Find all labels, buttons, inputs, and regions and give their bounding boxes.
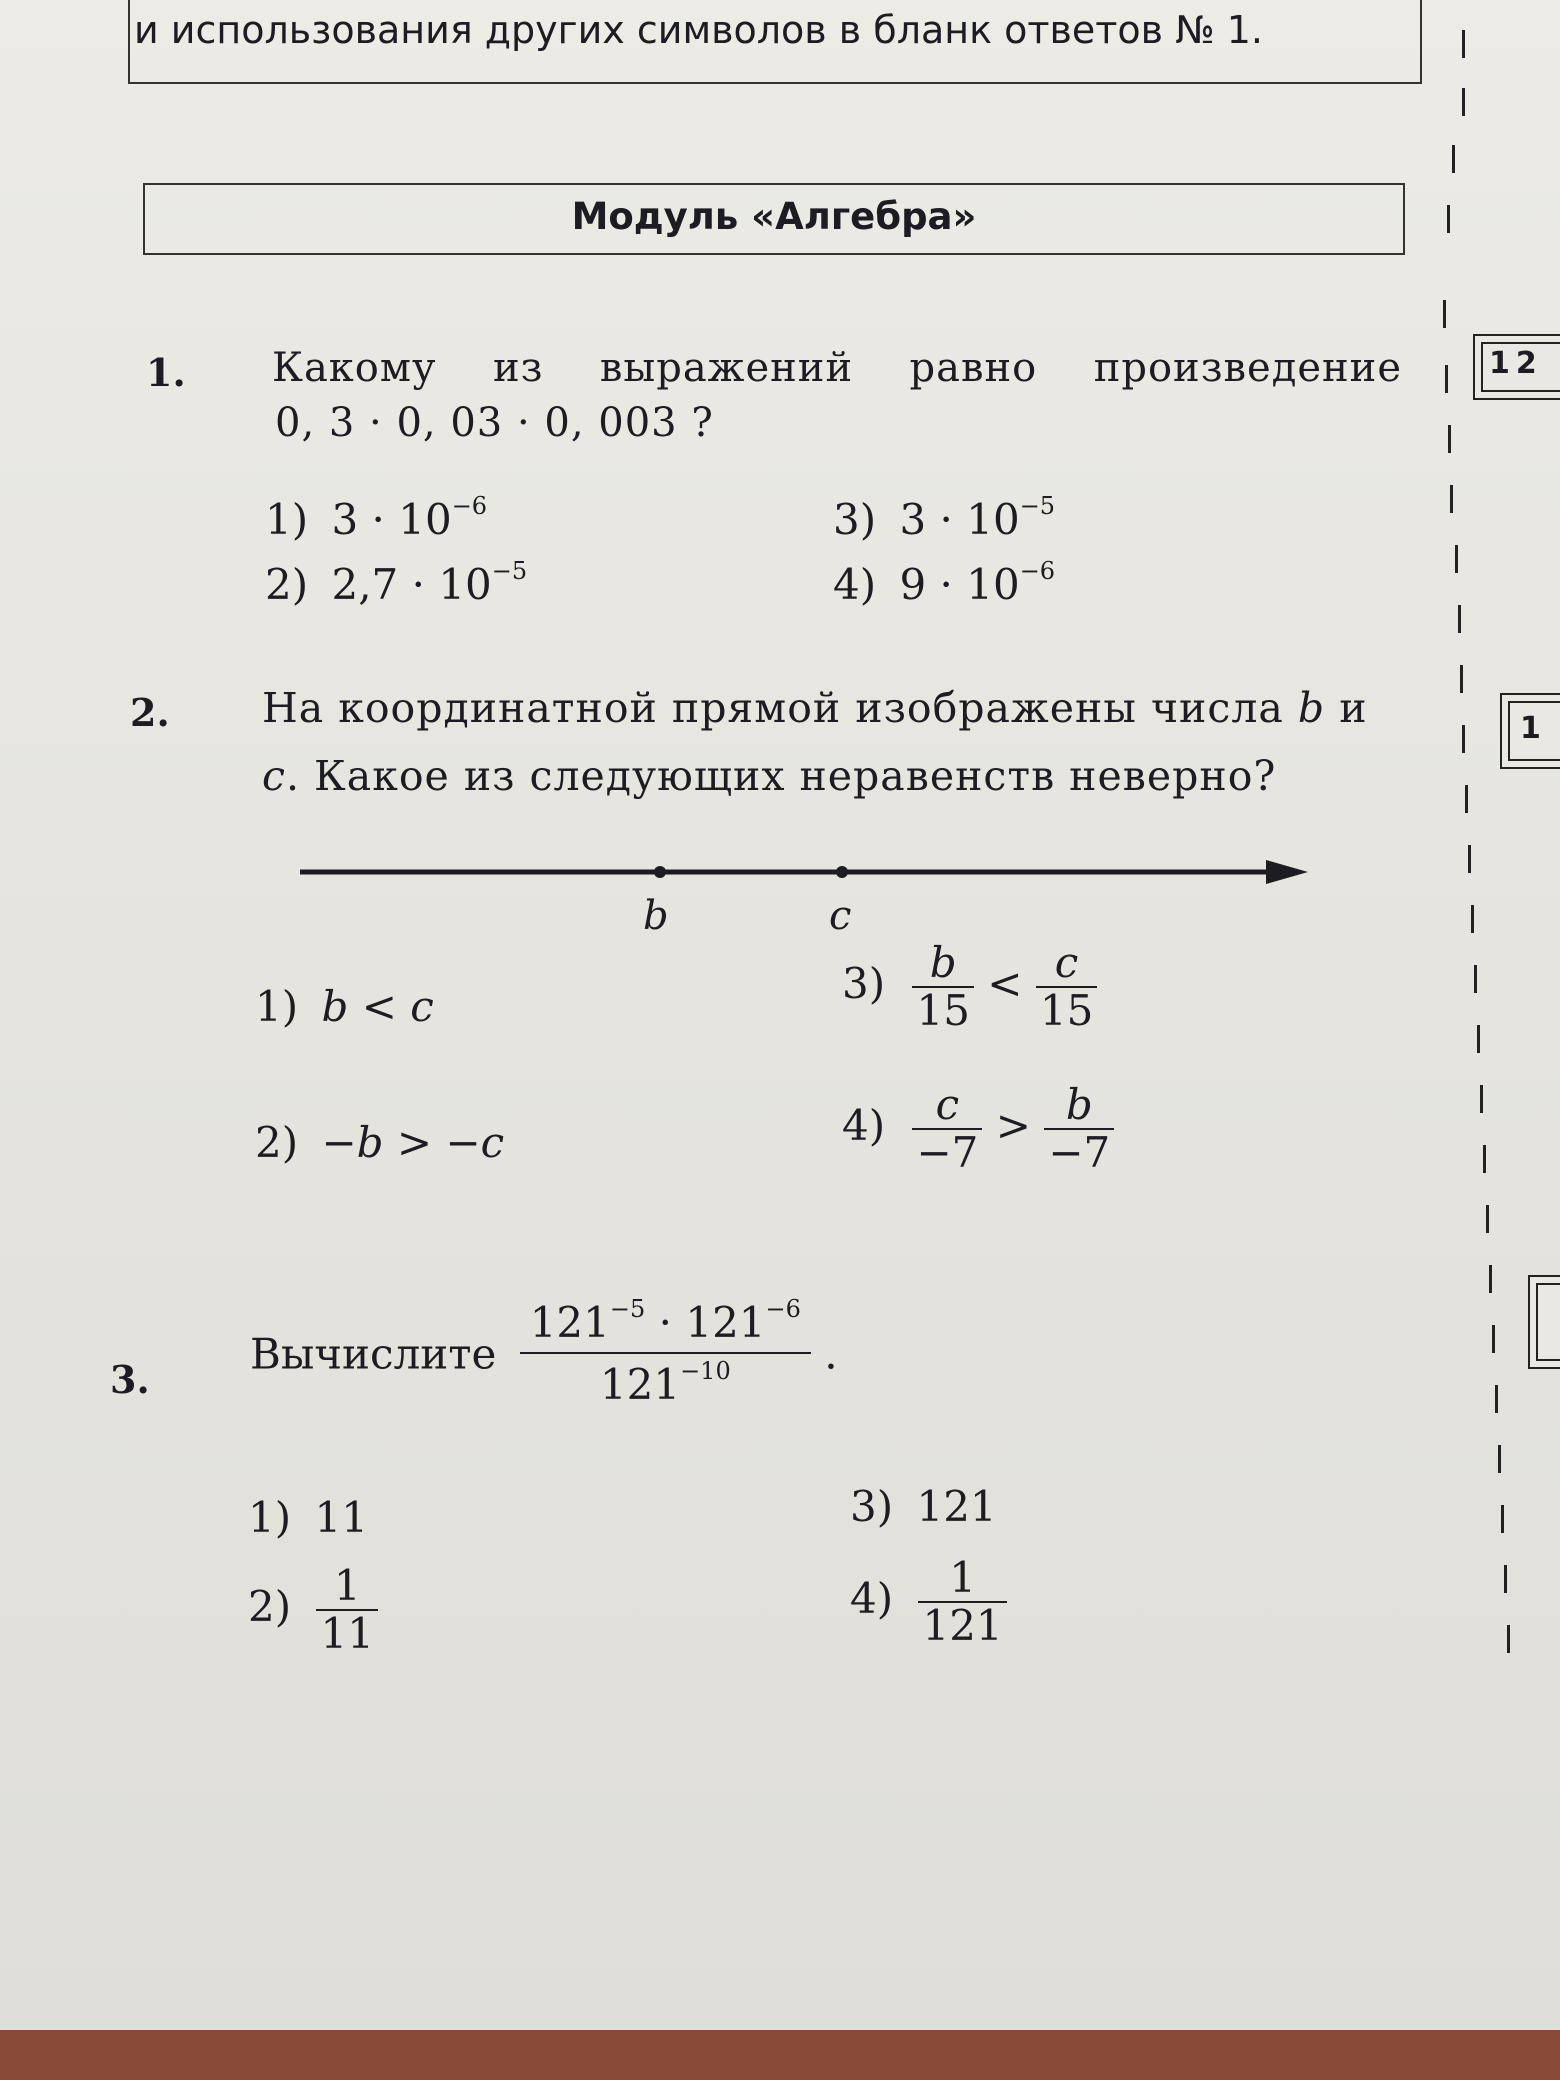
cut-dash [1489, 1265, 1492, 1293]
number-line [290, 850, 1320, 930]
question-1-option-1: 1) $3 \cdot 10^{-6}$ [265, 492, 488, 544]
instruction-text: и использования других символов в бланк ответов № 1. [134, 8, 1264, 52]
question-2-text-line1: На координатной прямой изображены числа b и [262, 684, 1368, 732]
cut-dash [1507, 1625, 1510, 1653]
cut-dash [1462, 88, 1465, 116]
fraction-c-minus7: $\frac{c}{-7}$ [912, 1082, 982, 1176]
question-3-expression: $\frac{121^{-5} \cdot 121^{-6}}{121^{-10}}$ [520, 1300, 811, 1408]
point-b [654, 866, 666, 878]
cut-dash [1492, 1325, 1495, 1353]
cut-dash [1468, 845, 1471, 873]
question-1-option-3: 3) $3 \cdot 10^{-5}$ [833, 492, 1056, 544]
cut-dash [1504, 1565, 1507, 1593]
answer-box-2: 1 [1500, 693, 1560, 769]
cut-dash [1450, 485, 1453, 513]
cut-dash [1448, 425, 1451, 453]
fraction-1-121: $\frac{1}{121}$ [918, 1555, 1006, 1649]
question-3-option-1: 1) 11 [248, 1493, 368, 1542]
number-line-arrow [1266, 860, 1308, 884]
cut-dash [1465, 785, 1468, 813]
cut-dash [1474, 965, 1477, 993]
cut-dash [1460, 665, 1463, 693]
instruction-box [128, 0, 1422, 84]
cut-dash [1445, 365, 1448, 393]
question-1-option-2: 2) $2,7 \cdot 10^{-5}$ [265, 557, 528, 609]
question-2-option-3: 3) $\frac{b}{15}$ < $\frac{c}{15}$ [842, 940, 1097, 1034]
question-2-option-2: 2) −b > −c [255, 1118, 505, 1167]
point-b-label: b [643, 893, 669, 939]
module-title: Модуль «Алгебра» [571, 195, 977, 238]
cut-dash [1498, 1445, 1501, 1473]
module-title-box [143, 183, 1405, 255]
fraction-1-11: $\frac{1}{11}$ [316, 1563, 377, 1657]
cut-dash [1447, 205, 1450, 233]
fraction-b-minus7: $\frac{b}{-7}$ [1044, 1082, 1114, 1176]
cut-dash [1483, 1145, 1486, 1173]
table-surface [0, 2030, 1560, 2080]
cut-dash [1471, 905, 1474, 933]
cut-dash [1501, 1505, 1504, 1533]
question-2-option-1: 1) b < c [255, 982, 434, 1031]
cut-dash [1462, 725, 1465, 753]
fraction-c-15: $\frac{c}{15}$ [1036, 940, 1097, 1034]
point-c [836, 866, 848, 878]
question-3-option-2: 2) $\frac{1}{11}$ [248, 1563, 378, 1657]
question-1-number: 1. [146, 350, 186, 395]
question-3-text: Вычислите $\frac{121^{-5} \cdot 121^{-6}}{121^{-10}}$ . [250, 1295, 838, 1410]
answer-box-1: 12 [1473, 334, 1560, 400]
question-1-text-line2: 0, 3 · 0, 03 · 0, 003 ? [275, 400, 714, 446]
question-3-number: 3. [110, 1357, 150, 1402]
cut-dash [1443, 300, 1446, 328]
cut-dash [1458, 605, 1461, 633]
point-c-label: c [829, 893, 852, 939]
cut-dash [1495, 1385, 1498, 1413]
cut-dash [1452, 145, 1455, 173]
cut-dash [1477, 1025, 1480, 1053]
question-3-option-3: 3) 121 [850, 1482, 997, 1531]
question-2-option-4: 4) $\frac{c}{-7}$ > $\frac{b}{-7}$ [842, 1082, 1114, 1176]
answer-box-3 [1528, 1275, 1560, 1369]
cut-dash [1480, 1085, 1483, 1113]
question-1-option-4: 4) $9 \cdot 10^{-6}$ [833, 557, 1056, 609]
fraction-b-15: $\frac{b}{15}$ [912, 940, 973, 1034]
cut-dash [1486, 1205, 1489, 1233]
question-3-option-4: 4) $\frac{1}{121}$ [850, 1555, 1007, 1649]
cut-dash [1455, 545, 1458, 573]
question-2-text-line2: c. Какое из следующих неравенств неверно? [262, 752, 1277, 800]
cut-dash [1462, 30, 1465, 58]
question-2-number: 2. [130, 690, 170, 735]
question-1-text-line1: Какому из выражений равно произведение [272, 345, 1402, 391]
